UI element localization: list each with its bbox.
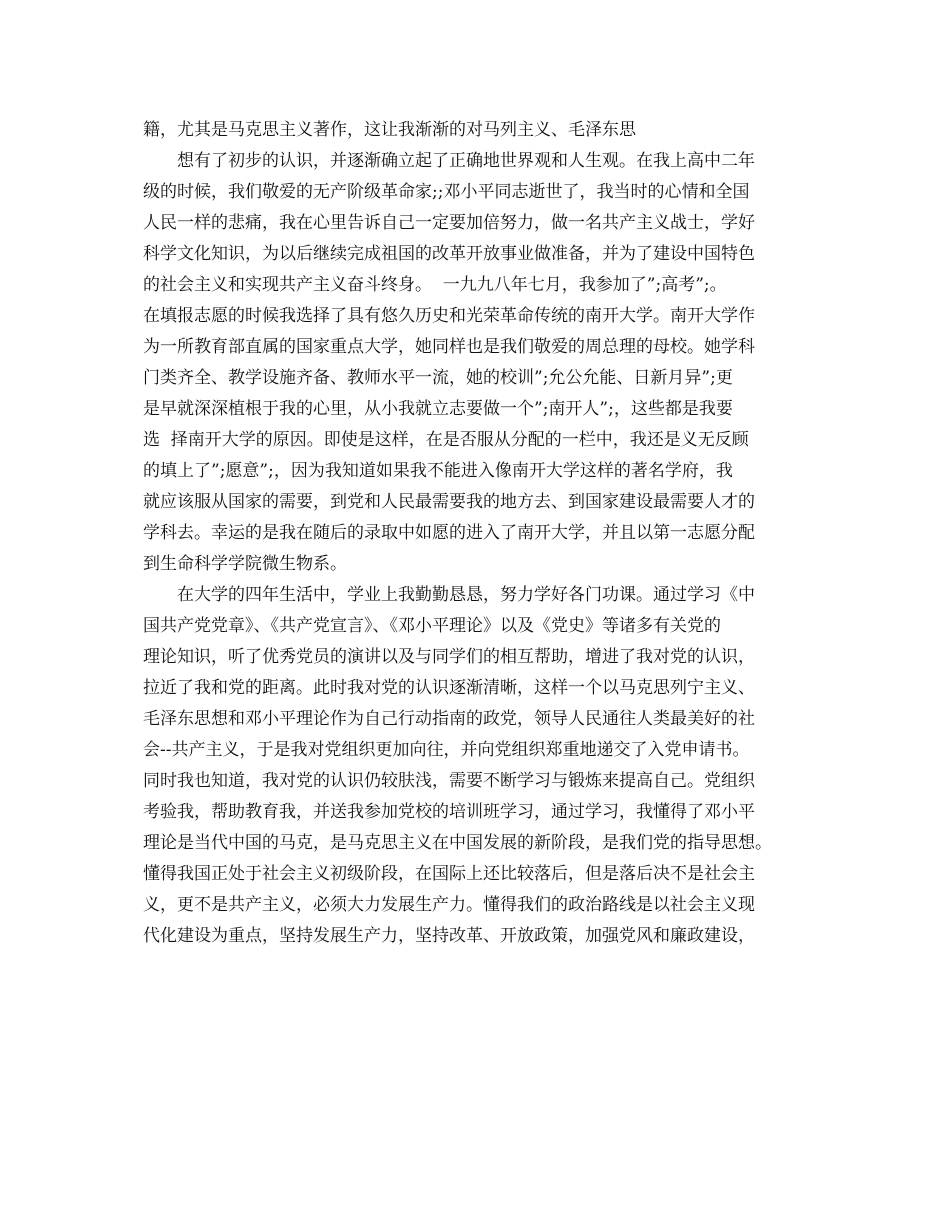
text-line: 国共产党党章》、《共产党宣言》、《邓小平理论》以及《党史》等诸多有关党的 (143, 616, 721, 636)
text-line: 学科去。幸运的是我在随后的录取中如愿的进入了南开大学，并且以第一志愿分配 (143, 523, 755, 543)
text-line: 懂得我国正处于社会主义初级阶段，在国际上还比较落后，但是落后决不是社会主 (143, 864, 755, 884)
text-line: 理论知识，听了优秀党员的演讲以及与同学们的相互帮助，增进了我对党的认识， (143, 647, 755, 667)
text-line: 科学文化知识，为以后继续完成祖国的改革开放事业做准备，并为了建设中国特色 (143, 244, 755, 264)
text-line: 就应该服从国家的需要，到党和人民最需要我的地方去、到国家建设最需要人才的 (143, 492, 755, 512)
text-line: 是早就深深植根于我的心里，从小我就立志要做一个”;南开人”;，这些都是我要 (143, 399, 733, 419)
text-line: 代化建设为重点，坚持发展生产力，坚持改革、开放政策，加强党风和廉政建设， (143, 926, 755, 946)
text-line: 会--共产主义，于是我对党组织更加向往，并向党组织郑重地递交了入党申请书。 (143, 740, 750, 760)
text-line: 籍，尤其是马克思主义著作，这让我渐渐的对马列主义、毛泽东思 (143, 120, 636, 140)
text-line: 在大学的四年生活中，学业上我勤勤恳恳，努力学好各门功课。通过学习《中 (177, 585, 755, 605)
text-line: 的填上了”;愿意”;，因为我知道如果我不能进入像南开大学这样的著名学府，我 (143, 461, 733, 481)
text-line: 的社会主义和实现共产主义奋斗终身。 一九九八年七月，我参加了”;高考”;。 (143, 275, 727, 295)
text-line: 为一所教育部直属的国家重点大学，她同样也是我们敬爱的周总理的母校。她学科 (143, 337, 755, 357)
text-line: 拉近了我和党的距离。此时我对党的认识逐渐清晰，这样一个以马克思列宁主义、 (143, 678, 755, 698)
text-line: 同时我也知道，我对党的认识仍较肤浅，需要不断学习与锻炼来提高自己。党组织 (143, 771, 755, 791)
text-line: 在填报志愿的时候我选择了具有悠久历史和光荣革命传统的南开大学。南开大学作 (143, 306, 755, 326)
text-line: 到生命科学学院微生物系。 (143, 554, 347, 574)
text-line: 门类齐全、教学设施齐备、教师水平一流，她的校训”;允公允能、日新月异”;更 (143, 368, 733, 388)
text-line: 毛泽东思想和邓小平理论作为自己行动指南的政党，领导人民通往人类最美好的社 (143, 709, 755, 729)
text-line: 级的时候，我们敬爱的无产阶级革命家;;邓小平同志逝世了，我当时的心情和全国 (143, 182, 750, 202)
text-line: 想有了初步的认识，并逐渐确立起了正确地世界观和人生观。在我上高中二年 (177, 151, 755, 171)
text-line: 义，更不是共产主义，必须大力发展生产力。懂得我们的政治路线是以社会主义现 (143, 895, 755, 915)
text-line: 理论是当代中国的马克，是马克思主义在中国发展的新阶段，是我们党的指导思想。 (143, 833, 772, 853)
text-line: 人民一样的悲痛，我在心里告诉自己一定要加倍努力，做一名共产主义战士，学好 (143, 213, 755, 233)
text-line: 选 择南开大学的原因。即使是这样，在是否服从分配的一栏中，我还是义无反顾 (143, 430, 749, 450)
text-line: 考验我，帮助教育我，并送我参加党校的培训班学习，通过学习，我懂得了邓小平 (143, 802, 755, 822)
